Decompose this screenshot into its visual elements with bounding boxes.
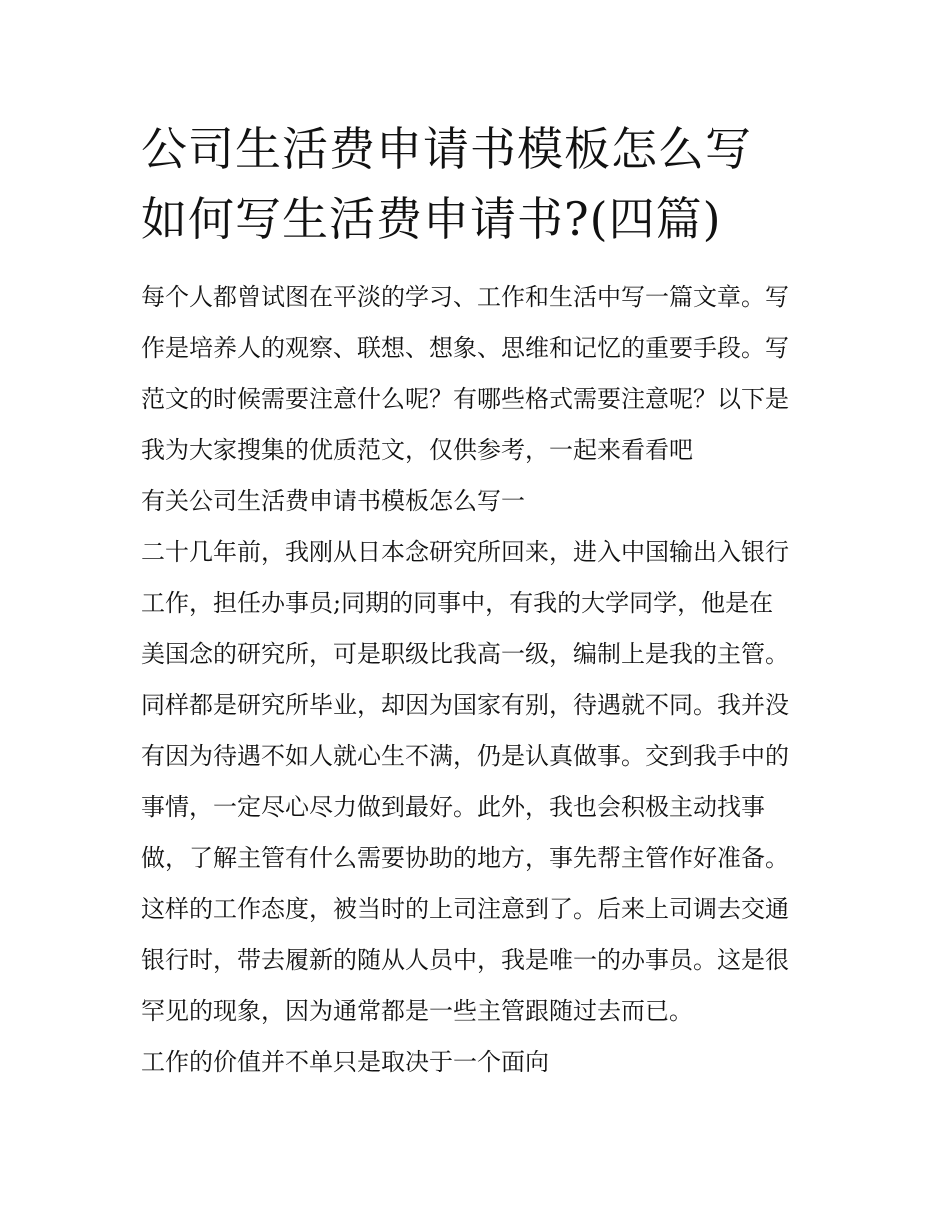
section-heading (141, 476, 813, 527)
text-line: 美国念的研究所，可是职级比我高一级，编制上是我的主管。 (141, 640, 789, 668)
closing-paragraph (141, 1037, 813, 1088)
document-title (141, 114, 813, 254)
text-line: 工作的价值并不单只是取决于一个面向 (141, 1048, 549, 1076)
text-line: 这样的工作态度，被当时的上司注意到了。后来上司调去交通 (141, 895, 789, 923)
text-line: 同样都是研究所毕业，却因为国家有别，待遇就不同。我并没 (141, 691, 789, 719)
text-line: 我为大家搜集的优质范文，仅供参考，一起来看看吧 (141, 436, 693, 464)
text-line: 做，了解主管有什么需要协助的地方，事先帮主管作好准备。 (141, 844, 789, 872)
text-line: 范文的时候需要注意什么呢？有哪些格式需要注意呢？以下是 (141, 385, 789, 413)
intro-paragraph (141, 272, 813, 476)
text-line: 有因为待遇不如人就心生不满，仍是认真做事。交到我手中的 (141, 742, 789, 770)
title-line-1: 公司生活费申请书模板怎么写 (141, 122, 752, 176)
title-line-2: 如何写生活费申请书?(四篇) (141, 192, 722, 246)
text-line: 每个人都曾试图在平淡的学习、工作和生活中写一篇文章。写 (141, 283, 789, 311)
text-line: 工作，担任办事员;同期的同事中，有我的大学同学，他是在 (141, 589, 774, 617)
text-line: 罕见的现象，因为通常都是一些主管跟随过去而已。 (141, 997, 693, 1025)
text-line: 有关公司生活费申请书模板怎么写一 (141, 487, 525, 515)
story-paragraph (141, 527, 813, 1037)
text-line: 二十几年前，我刚从日本念研究所回来，进入中国输出入银行 (141, 538, 789, 566)
document-content (141, 114, 813, 1088)
text-line: 事情，一定尽心尽力做到最好。此外，我也会积极主动找事 (141, 793, 765, 821)
text-line: 作是培养人的观察、联想、想象、思维和记忆的重要手段。写 (141, 334, 789, 362)
document-body (141, 272, 813, 1088)
text-line: 银行时，带去履新的随从人员中，我是唯一的办事员。这是很 (141, 946, 789, 974)
